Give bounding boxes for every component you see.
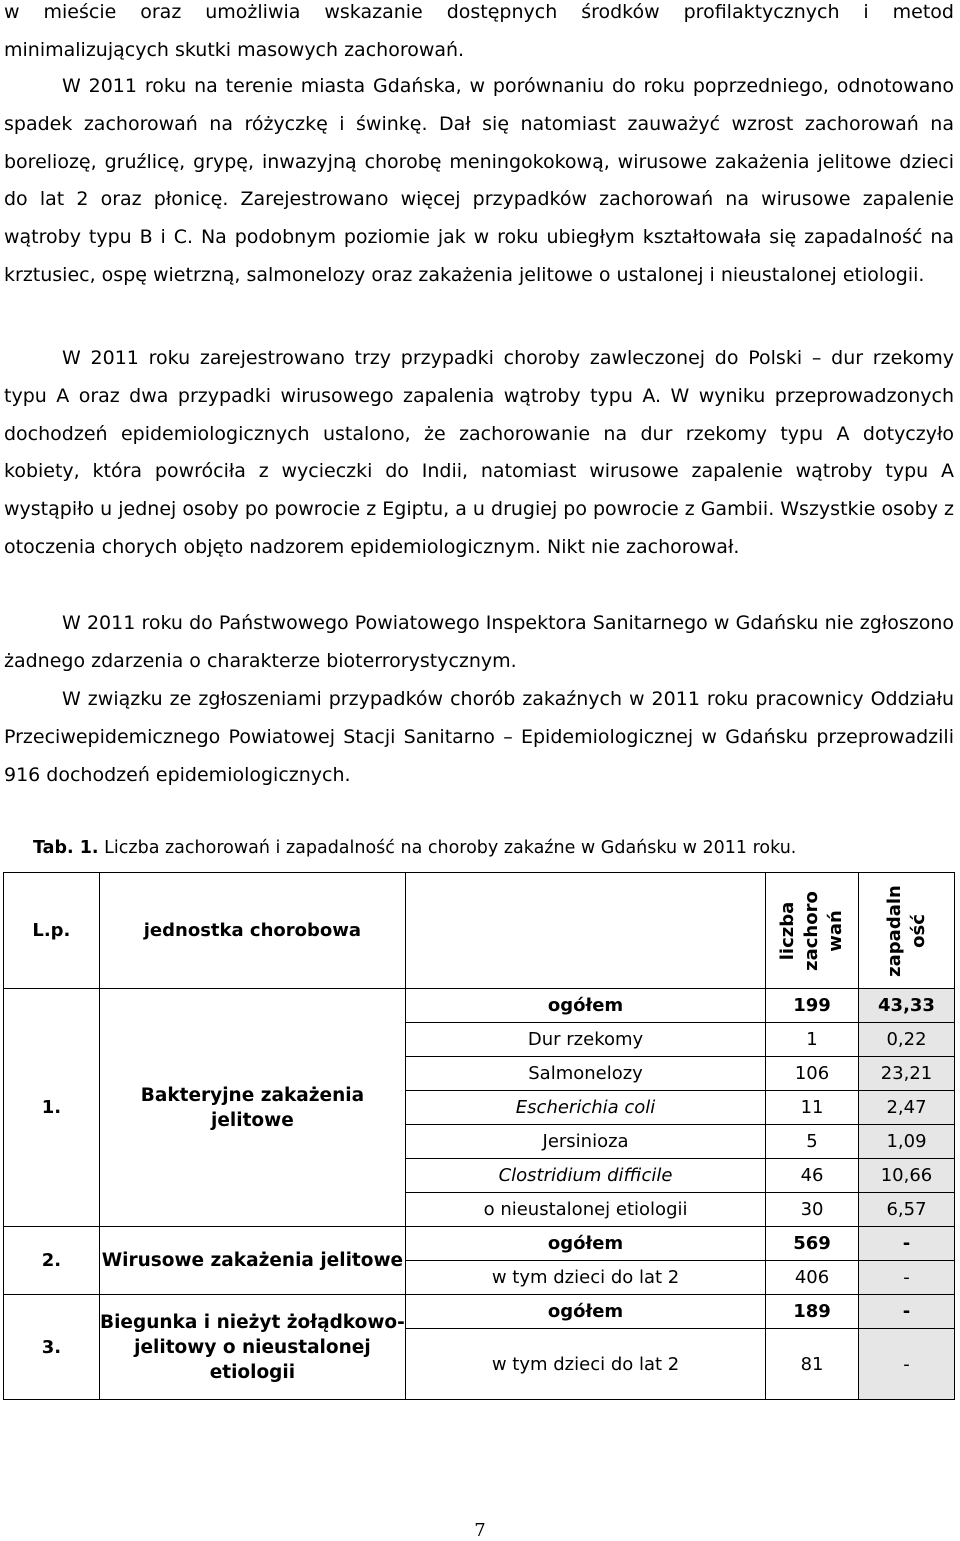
row-count: 199 <box>766 989 859 1023</box>
group-3-unit: Biegunka i nieżyt żołądkowo-jelitowy o nieustalonej etiologii <box>99 1295 405 1400</box>
row-count: 569 <box>766 1227 859 1261</box>
row-name: o nieustalonej etiologii <box>406 1193 766 1227</box>
disease-table <box>3 872 955 1400</box>
row-count: 46 <box>766 1159 859 1193</box>
table-row <box>4 989 955 1023</box>
group-1-lp: 1. <box>4 989 100 1227</box>
row-count: 11 <box>766 1091 859 1125</box>
group-3-lp: 3. <box>4 1295 100 1400</box>
paragraph-investigations: W związku ze zgłoszeniami przypadków chorób zakaźnych w 2011 roku pracownicy Oddziału Przeciwepidemicznego Powiatowej Stacji Sanitarno – Epidemiologicznej w Gdańsku przeprowadzili 916 dochodzeń epidemiologicznych. <box>4 688 954 786</box>
header-unit: jednostka chorobowa <box>99 873 405 989</box>
row-incidence: 0,22 <box>858 1023 954 1057</box>
table-caption-text: Liczba zachorowań i zapadalność na choroby zakaźne w Gdańsku w 2011 roku. <box>104 838 797 858</box>
table-row <box>4 1227 955 1261</box>
row-name: Dur rzekomy <box>406 1023 766 1057</box>
table-caption-label: Tab. 1. <box>33 838 99 858</box>
row-name: Jersinioza <box>406 1125 766 1159</box>
table-header-row <box>4 873 955 989</box>
header-blank <box>406 873 766 989</box>
header-lp: L.p. <box>4 873 100 989</box>
row-name: ogółem <box>406 1295 766 1329</box>
row-count: 189 <box>766 1295 859 1329</box>
paragraph-imported-cases: W 2011 roku zarejestrowano trzy przypadki choroby zawleczonej do Polski – dur rzekomy typu A oraz dwa przypadki wirusowego zapalenia wątroby typu A. W wyniku przeprowadzonych dochodzeń epidemiologicznych ustalono, że zachorowanie na dur rzekomy typu A dotyczyło kobiety, która powróciła z wycieczki do Indii, natomiast wirusowe zapalenie wątroby typu A wystąpiło u jednej osoby po powrocie z Egiptu, a u drugiej po powrocie z Gambii. Wszystkie osoby z otoczenia chorych objęto nadzorem epidemiologicznym. Nikt nie zachorował. <box>4 347 954 558</box>
row-incidence: - <box>858 1227 954 1261</box>
table-caption <box>33 838 796 858</box>
paragraph-bioterrorism: W 2011 roku do Państwowego Powiatowego Inspektora Sanitarnego w Gdańsku nie zgłoszono żadnego zdarzenia o charakterze bioterrorystycznym. <box>4 612 954 672</box>
page-number: 7 <box>474 1520 486 1541</box>
row-name: w tym dzieci do lat 2 <box>406 1329 766 1400</box>
row-name: Clostridium difficile <box>406 1159 766 1193</box>
row-incidence: 1,09 <box>858 1125 954 1159</box>
row-name: ogółem <box>406 1227 766 1261</box>
row-incidence: - <box>858 1295 954 1329</box>
row-count: 81 <box>766 1329 859 1400</box>
row-name: Escherichia coli <box>406 1091 766 1125</box>
row-count: 406 <box>766 1261 859 1295</box>
row-count: 5 <box>766 1125 859 1159</box>
row-incidence: - <box>858 1329 954 1400</box>
row-incidence: 6,57 <box>858 1193 954 1227</box>
group-2-lp: 2. <box>4 1227 100 1295</box>
row-name: w tym dzieci do lat 2 <box>406 1261 766 1295</box>
paragraph-trends: W 2011 roku na terenie miasta Gdańska, w porównaniu do roku poprzedniego, odnotowano spadek zachorowań na różyczkę i świnkę. Dał się natomiast zauważyć wzrost zachorowań na boreliozę, gruźlicę, grypę, inwazyjną chorobę meningokokową, wirusowe zakażenia jelitowe dzieci do lat 2 oraz płonicę. Zarejestrowano więcej przypadków zachorowań na wirusowe zapalenie wątroby typu B i C. Na podobnym poziomie jak w roku ubiegłym kształtowała się zapadalność na krztusiec, ospę wietrzną, salmonelozy oraz zakażenia jelitowe o ustalonej i nieustalonej etiologii. <box>4 75 954 286</box>
row-incidence: 10,66 <box>858 1159 954 1193</box>
row-name: Salmonelozy <box>406 1057 766 1091</box>
row-count: 106 <box>766 1057 859 1091</box>
header-incidence: zapadaln ość <box>858 873 954 989</box>
row-count: 1 <box>766 1023 859 1057</box>
group-2-unit: Wirusowe zakażenia jelitowe <box>99 1227 405 1295</box>
header-count: liczba zachoro wań <box>766 873 859 989</box>
row-incidence: 2,47 <box>858 1091 954 1125</box>
row-name: ogółem <box>406 989 766 1023</box>
row-incidence: 23,21 <box>858 1057 954 1091</box>
row-incidence: 43,33 <box>858 989 954 1023</box>
paragraph-continuation: w mieście oraz umożliwia wskazanie dostępnych środków profilaktycznych i metod minimalizujących skutki masowych zachorowań. <box>4 1 954 61</box>
row-count: 30 <box>766 1193 859 1227</box>
table-row <box>4 1295 955 1329</box>
row-incidence: - <box>858 1261 954 1295</box>
group-1-unit: Bakteryjne zakażenia jelitowe <box>99 989 405 1227</box>
